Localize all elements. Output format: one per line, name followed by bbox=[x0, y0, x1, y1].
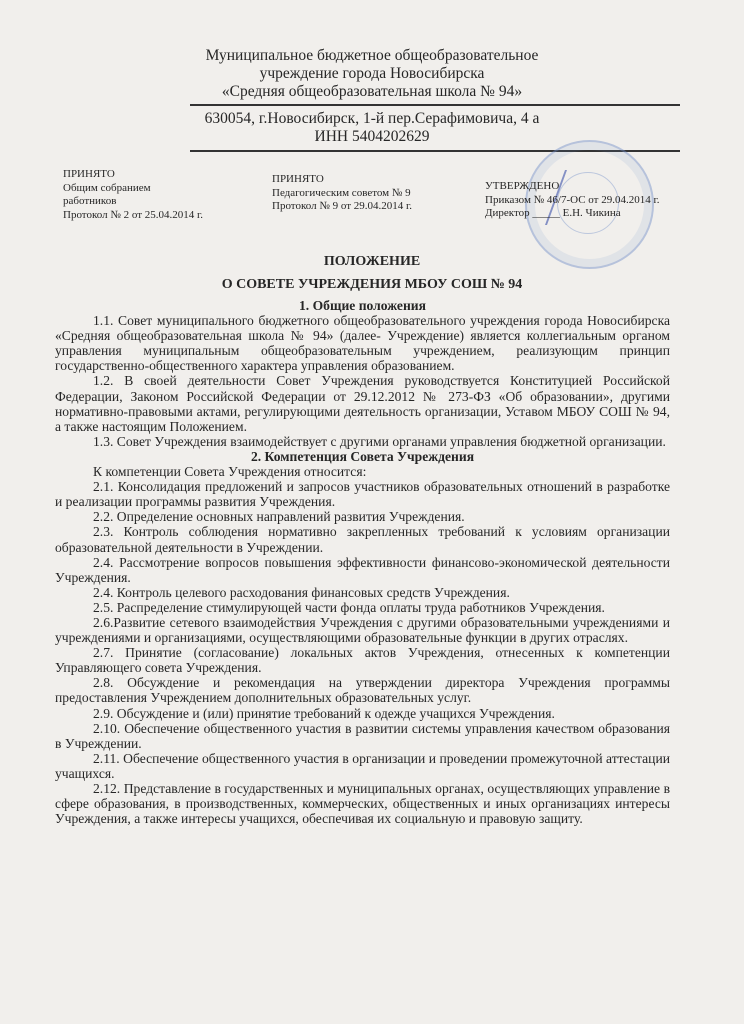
document-body bbox=[55, 298, 670, 826]
paragraph: 2.11. Обеспечение общественного участия в организации и проведении промежуточной аттестации учащихся. bbox=[55, 750, 670, 781]
approval-line: ПРИНЯТО bbox=[63, 168, 115, 180]
document-subtitle: О СОВЕТЕ УЧРЕЖДЕНИЯ МБОУ СОШ № 94 bbox=[221, 277, 523, 292]
paragraph: 2.9. Обсуждение и (или) принятие требований к одежде учащихся Учреждения. bbox=[93, 705, 555, 721]
paragraph: 2.1. Консолидация предложений и запросов участников образовательных отношений в разработке и реализации программы развития Учреждения. bbox=[55, 479, 670, 510]
school-address bbox=[0, 110, 744, 146]
paragraph: 1.1. Совет муниципального бюджетного общеобразовательного учреждения города Новосибирска «Средняя общеобразовательная школа № 94» (далее- Учреждение) является коллегиальным органом управления муниципальным общеобразовательным учреждением, реализующим принцип государственно-общественного характера управления образованием. bbox=[55, 313, 670, 374]
approval-pedagogical-council bbox=[272, 173, 412, 214]
header-line: «Средняя общеобразовательная школа № 94» bbox=[221, 83, 523, 100]
inn: ИНН 5404202629 bbox=[314, 128, 430, 145]
paragraph: 2.5. Распределение стимулирующей части фонда оплаты труда работников Учреждения. bbox=[93, 599, 605, 615]
paragraph: 2.2. Определение основных направлений развития Учреждения. bbox=[93, 509, 465, 525]
approval-director bbox=[485, 180, 660, 221]
approval-line: работников bbox=[63, 195, 117, 207]
paragraph: 2.10. Обеспечение общественного участия в развитии системы управления качеством образования в Учреждении. bbox=[55, 720, 670, 751]
paragraph: К компетенции Совета Учреждения относится: bbox=[93, 464, 367, 480]
paragraph: 2.12. Представление в государственных и муниципальных органах, осуществляющих управление в сфере образования, в производственных, коммерческих, общественных и иных организациях интересы Учреждения, а также интересы учащихся, обеспечивая их социальную и правовую защиту. bbox=[55, 781, 670, 827]
address: 630054, г.Новосибирск, 1-й пер.Серафимовича, 4 а bbox=[204, 110, 540, 127]
paragraph: 1.2. В своей деятельности Совет Учреждения руководствуется Конституцией Российской Федерации, Законом Российской Федерации от 29.12.2012 № 273-ФЗ «Об образовании», другими нормативно-правовыми актами, регулирующими деятельность организации, Уставом МБОУ СОШ № 94, а также настоящим Положением. bbox=[55, 373, 670, 434]
header-line: Муниципальное бюджетное общеобразовательное bbox=[205, 47, 539, 64]
paragraph: 2.7. Принятие (согласование) локальных актов Учреждения, отнесенных к компетенции Управляющего совета Учреждения. bbox=[55, 645, 670, 676]
approval-line: Директор _____ Е.Н. Чикина bbox=[485, 207, 621, 219]
approval-line: Протокол № 2 от 25.04.2014 г. bbox=[63, 208, 204, 221]
section-heading: 1. Общие положения bbox=[299, 298, 426, 313]
approval-line: Общим собранием bbox=[63, 181, 151, 194]
section-heading: 2. Компетенция Совета Учреждения bbox=[250, 448, 475, 464]
approval-line: Приказом № 46/7-ОС от 29.04.2014 г. bbox=[485, 193, 660, 206]
approval-line: УТВЕРЖДЕНО bbox=[485, 180, 560, 192]
paragraph: 1.3. Совет Учреждения взаимодействует с другими органами управления бюджетной организации. bbox=[93, 433, 666, 449]
paragraph: 2.3. Контроль соблюдения нормативно закрепленных требований к условиям организации образовательной деятельности в Учреждении. bbox=[55, 524, 670, 555]
document-title: ПОЛОЖЕНИЕ bbox=[323, 254, 421, 269]
header-line: учреждение города Новосибирска bbox=[259, 65, 485, 82]
school-name bbox=[0, 47, 744, 101]
header-rule bbox=[190, 104, 680, 106]
paragraph: 2.8. Обсуждение и рекомендация на утверждении директора Учреждения программы предоставления Учреждением дополнительных образовательных услуг. bbox=[55, 675, 670, 706]
paragraph: 2.4. Контроль целевого расходования финансовых средств Учреждения. bbox=[93, 584, 510, 600]
paragraph: 2.4. Рассмотрение вопросов повышения эффективности финансово-экономической деятельности Учреждения. bbox=[55, 554, 670, 585]
approval-line: Педагогическим советом № 9 bbox=[272, 186, 411, 199]
approval-general-meeting bbox=[63, 168, 203, 222]
approval-line: ПРИНЯТО bbox=[272, 173, 324, 185]
paragraph: 2.6.Развитие сетевого взаимодействия Учреждения с другими образовательными учреждениями и учреждениями и организациями, осуществляющими образовательные функции в других отраслях. bbox=[55, 614, 670, 646]
approval-line: Протокол № 9 от 29.04.2014 г. bbox=[272, 200, 413, 212]
